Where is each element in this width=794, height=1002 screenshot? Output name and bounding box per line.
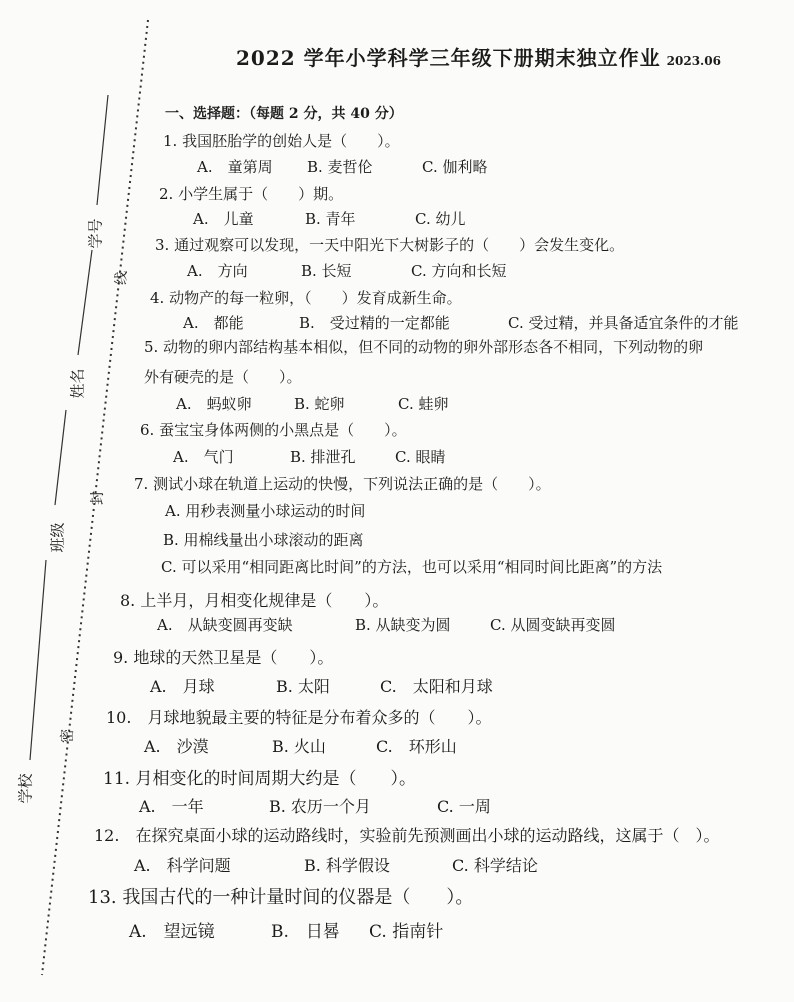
option-b: B. 火山: [272, 737, 326, 756]
binding-lines: [0, 0, 170, 1002]
option-c: C. 环形山: [376, 737, 457, 756]
option-c: C. 眼睛: [395, 448, 446, 466]
title-text: 2022 学年小学科学三年级下册期末独立作业: [236, 46, 661, 70]
option-7b: B. 用棉线量出小球滚动的距离: [163, 531, 364, 549]
option-b: B. 日晷: [271, 922, 340, 942]
seal-mi: 密: [60, 729, 76, 743]
question-9: 9. 地球的天然卫星是（ ）。: [113, 648, 334, 667]
option-c: C. 伽利略: [422, 158, 488, 176]
question-1: 1. 我国胚胎学的创始人是（ ）。: [163, 132, 400, 150]
seal-feng: 封: [90, 491, 106, 505]
option-7c: C. 可以采用“相同距离比时间”的方法，也可以采用“相同时间比距离”的方法: [161, 558, 663, 576]
title-date: 2023.06: [666, 54, 721, 68]
option-a: A. 都能: [183, 314, 244, 332]
option-b: B. 麦哲伦: [307, 158, 373, 176]
question-4: 4. 动物产的每一粒卵，（ ）发育成新生命。: [150, 289, 462, 307]
option-a: A. 从缺变圆再变缺: [157, 616, 293, 634]
school-label: 学校: [16, 773, 35, 804]
option-b: B. 太阳: [276, 677, 330, 696]
question-7: 7. 测试小球在轨道上运动的快慢，下列说法正确的是（ ）。: [134, 475, 551, 493]
school-blank-line: [30, 560, 46, 760]
question-5: 5. 动物的卵内部结构基本相似，但不同的动物的卵外部形态各不相同，下列动物的卵: [144, 338, 704, 356]
option-a: A. 沙漠: [144, 737, 209, 756]
option-c: C. 幼儿: [415, 210, 466, 228]
option-c: C. 指南针: [369, 922, 444, 942]
question-12: 12. 在探究桌面小球的运动路线时，实验前先预测画出小球的运动路线，这属于（ ）。: [94, 826, 720, 845]
question-2: 2. 小学生属于（ ）期。: [159, 185, 344, 203]
question-10: 10. 月球地貌最主要的特征是分布着众多的（ ）。: [106, 708, 492, 727]
binding-margin: [0, 0, 170, 1002]
option-b: B. 青年: [305, 210, 356, 228]
option-c: C. 从圆变缺再变圆: [490, 616, 616, 634]
question-11: 11. 月相变化的时间周期大约是（ ）。: [103, 769, 416, 789]
option-b: B. 科学假设: [304, 856, 390, 875]
option-a: A. 气门: [173, 448, 234, 466]
id-label: 学号: [86, 218, 105, 249]
class-label: 班级: [48, 522, 67, 553]
option-b: B. 长短: [301, 262, 352, 280]
option-7a: A. 用秒表测量小球运动的时间: [165, 502, 366, 520]
option-b: B. 受过精的一定都能: [299, 314, 450, 332]
option-a: A. 科学问题: [134, 856, 231, 875]
name-blank-line: [78, 250, 92, 355]
option-c: C. 蛙卵: [398, 395, 449, 413]
option-b: B. 排泄孔: [290, 448, 356, 466]
class-blank-line: [55, 410, 66, 505]
question-6: 6. 蚕宝宝身体两侧的小黑点是（ ）。: [140, 421, 407, 439]
option-b: B. 蛇卵: [294, 395, 345, 413]
option-c: C. 科学结论: [452, 856, 538, 875]
page-title: [236, 42, 721, 71]
section-heading: 一、选择题：（每题 2 分，共 40 分）: [165, 106, 403, 122]
question-13: 13. 我国古代的一种计量时间的仪器是（ ）。: [88, 887, 474, 908]
option-a: A. 儿童: [193, 210, 254, 228]
option-b: B. 农历一个月: [269, 797, 371, 816]
option-a: A. 月球: [150, 677, 215, 696]
seal-xian: 线: [114, 271, 130, 285]
option-c: C. 一周: [437, 797, 491, 816]
option-a: A. 童第周: [197, 158, 273, 176]
question-3: 3. 通过观察可以发现，一天中阳光下大树影子的（ ）会发生变化。: [155, 236, 625, 254]
option-a: A. 望远镜: [129, 922, 215, 942]
option-c: C. 太阳和月球: [380, 677, 493, 696]
option-c: C. 方向和长短: [411, 262, 507, 280]
question-8: 8. 上半月，月相变化规律是（ ）。: [120, 591, 389, 610]
option-c: C. 受过精，并具备适宜条件的才能: [508, 314, 739, 332]
option-a: A. 蚂蚁卵: [176, 395, 252, 413]
id-blank-line: [97, 95, 108, 205]
option-a: A. 方向: [187, 262, 248, 280]
question-5-cont: 外有硬壳的是（ ）。: [144, 368, 302, 386]
name-label: 姓名: [68, 368, 87, 399]
option-a: A. 一年: [139, 797, 204, 816]
option-b: B. 从缺变为圆: [355, 616, 451, 634]
